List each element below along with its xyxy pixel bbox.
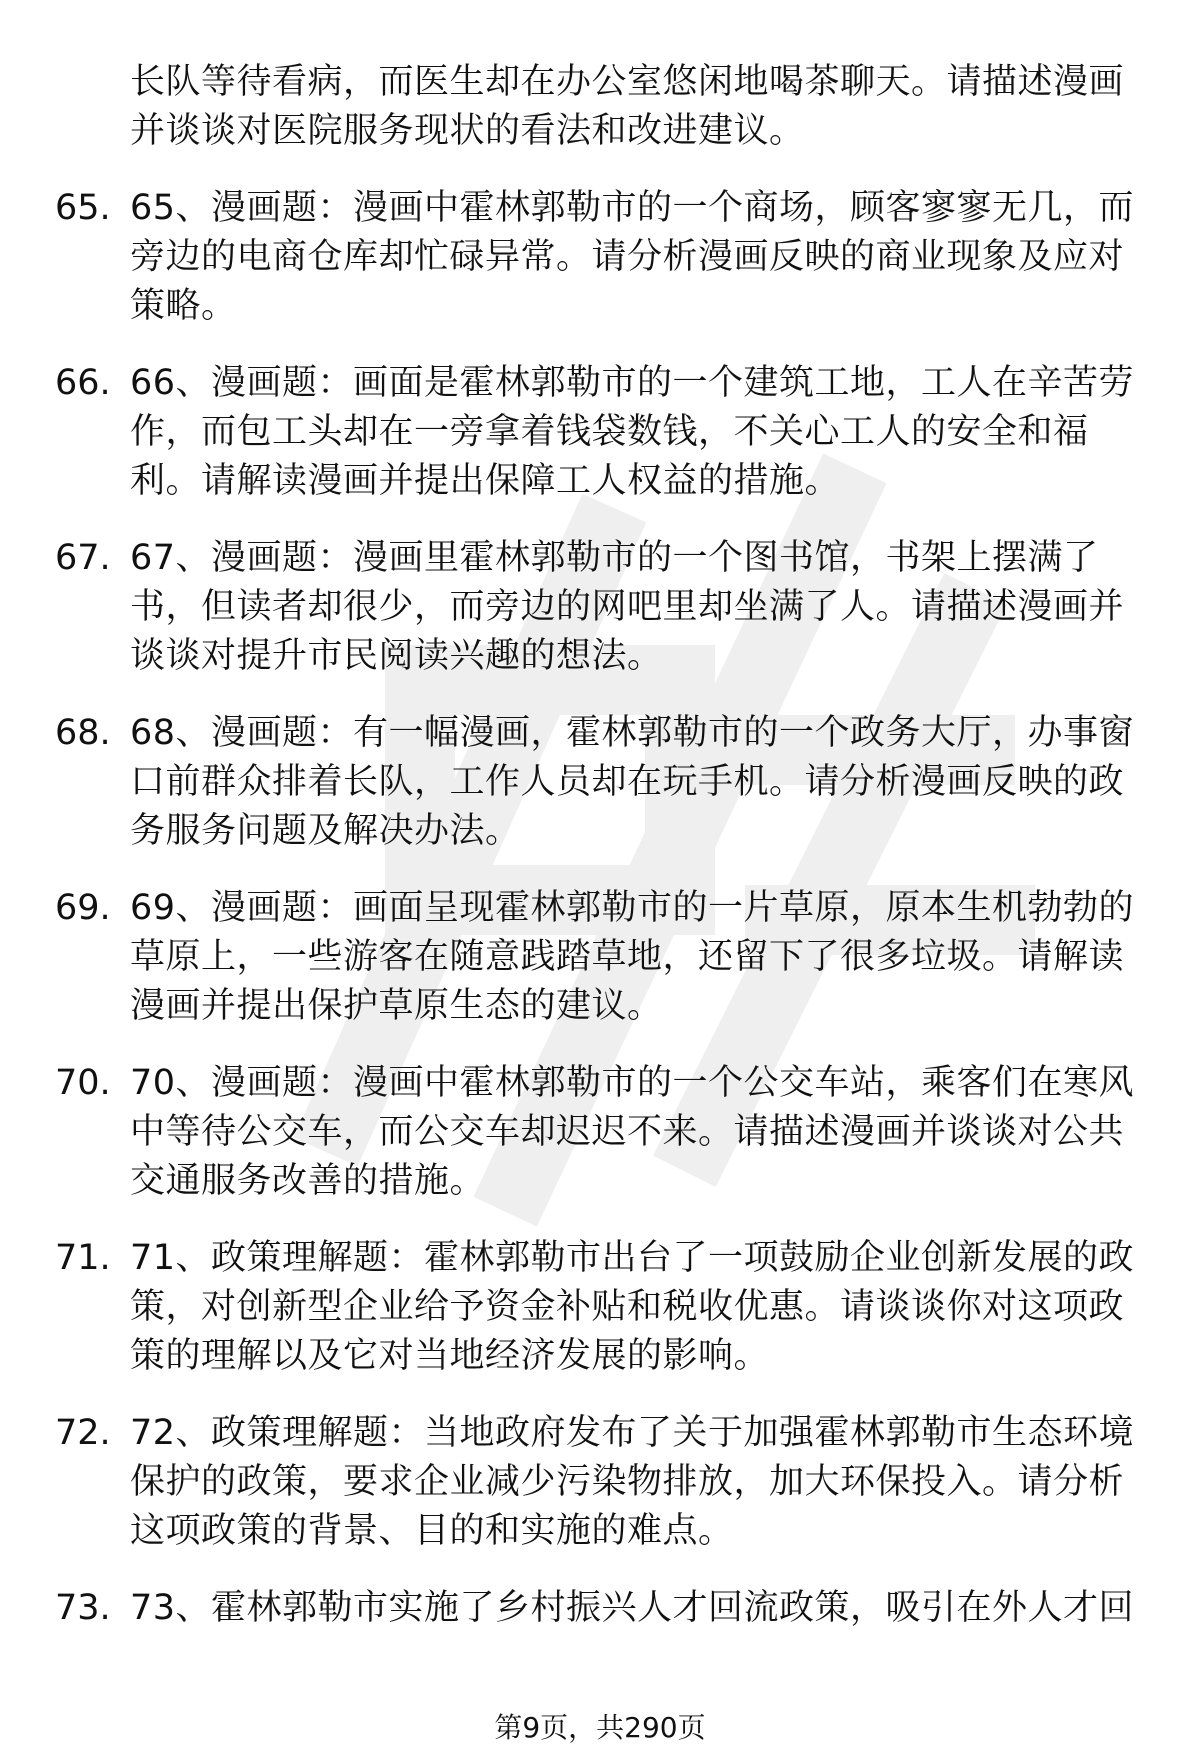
item-text: 72、政策理解题：当地政府发布了关于加强霍林郭勒市生态环境保护的政策，要求企业减少污染物排放，加大环保投入。请分析这项政策的背景、目的和实施的难点。 xyxy=(130,1413,1135,1551)
question-list xyxy=(0,184,1200,1633)
list-item xyxy=(0,1234,1200,1381)
item-number: 72. xyxy=(55,1413,111,1453)
list-item xyxy=(0,1059,1200,1206)
item-text: 70、漫画题：漫画中霍林郭勒市的一个公交车站，乘客们在寒风中等待公交车，而公交车却迟迟不来。请描述漫画并谈谈对公共交通服务改善的措施。 xyxy=(130,1063,1135,1201)
list-item xyxy=(0,1584,1200,1633)
list-item xyxy=(0,359,1200,506)
page-number-footer: 第9页，共290页 xyxy=(494,1711,706,1744)
continued-question-text: 长队等待看病，而医生却在办公室悠闲地喝茶聊天。请描述漫画并谈谈对医院服务现状的看法和改进建议。 xyxy=(130,62,1125,151)
item-text: 73、霍林郭勒市实施了乡村振兴人才回流政策，吸引在外人才回 xyxy=(130,1588,1135,1628)
item-number: 68. xyxy=(55,713,111,753)
item-number: 71. xyxy=(55,1238,111,1278)
item-number: 70. xyxy=(55,1063,111,1103)
item-number: 73. xyxy=(55,1588,111,1628)
item-number: 66. xyxy=(55,363,111,403)
list-item xyxy=(0,1409,1200,1556)
item-text: 66、漫画题：画面是霍林郭勒市的一个建筑工地，工人在辛苦劳作，而包工头却在一旁拿着钱袋数钱，不关心工人的安全和福利。请解读漫画并提出保障工人权益的措施。 xyxy=(130,363,1135,501)
question-list-content xyxy=(0,58,1200,1661)
item-number: 65. xyxy=(55,188,111,228)
item-text: 67、漫画题：漫画里霍林郭勒市的一个图书馆，书架上摆满了书，但读者却很少，而旁边的网吧里却坐满了人。请描述漫画并谈谈对提升市民阅读兴趣的想法。 xyxy=(130,538,1125,676)
list-item xyxy=(0,709,1200,856)
item-number: 67. xyxy=(55,538,111,578)
item-number: 69. xyxy=(55,888,111,928)
item-text: 69、漫画题：画面呈现霍林郭勒市的一片草原，原本生机勃勃的草原上，一些游客在随意践踏草地，还留下了很多垃圾。请解读漫画并提出保护草原生态的建议。 xyxy=(130,888,1135,1026)
item-text: 71、政策理解题：霍林郭勒市出台了一项鼓励企业创新发展的政策，对创新型企业给予资金补贴和税收优惠。请谈谈你对这项政策的理解以及它对当地经济发展的影响。 xyxy=(130,1238,1135,1376)
item-text: 68、漫画题：有一幅漫画，霍林郭勒市的一个政务大厅，办事窗口前群众排着长队，工作人员却在玩手机。请分析漫画反映的政务服务问题及解决办法。 xyxy=(130,713,1135,851)
item-text: 65、漫画题：漫画中霍林郭勒市的一个商场，顾客寥寥无几，而旁边的电商仓库却忙碌异常。请分析漫画反映的商业现象及应对策略。 xyxy=(130,188,1135,326)
list-item xyxy=(0,534,1200,681)
list-item xyxy=(0,184,1200,331)
list-item xyxy=(0,884,1200,1031)
